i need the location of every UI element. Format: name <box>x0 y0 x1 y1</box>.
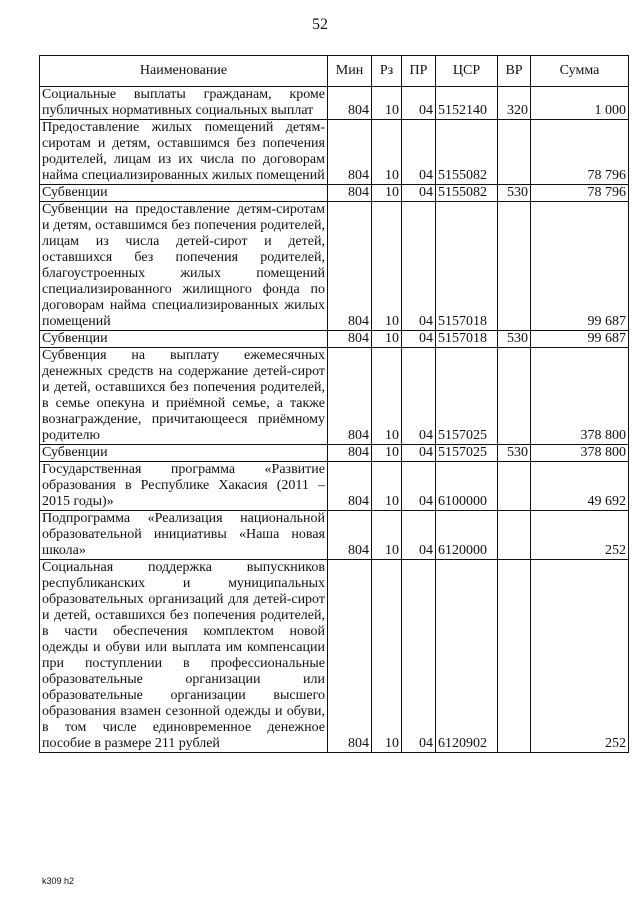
table-row <box>40 462 629 511</box>
row-csr: 5157025 <box>436 348 498 445</box>
row-csr: 6120000 <box>436 511 498 560</box>
row-min: 804 <box>328 87 372 120</box>
row-csr: 5155082 <box>436 120 498 185</box>
row-pr: 04 <box>402 560 436 753</box>
row-name: Субвенции <box>40 445 328 462</box>
table-row <box>40 560 629 753</box>
row-rz: 10 <box>372 348 402 445</box>
row-sum: 78 796 <box>531 120 629 185</box>
row-pr: 04 <box>402 185 436 202</box>
row-vr <box>498 120 531 185</box>
row-rz: 10 <box>372 185 402 202</box>
row-sum: 1 000 <box>531 87 629 120</box>
row-name: Субвенции <box>40 331 328 348</box>
row-min: 804 <box>328 331 372 348</box>
row-csr: 5157025 <box>436 445 498 462</box>
row-pr: 04 <box>402 87 436 120</box>
header-min: Мин <box>328 56 372 87</box>
row-sum: 252 <box>531 511 629 560</box>
row-name: Социальные выплаты гражданам, кроме публичных нормативных социальных выплат <box>40 87 328 120</box>
header-csr: ЦСР <box>436 56 498 87</box>
row-pr: 04 <box>402 202 436 331</box>
row-csr: 5152140 <box>436 87 498 120</box>
row-rz: 10 <box>372 511 402 560</box>
table-row <box>40 331 629 348</box>
table-row <box>40 87 629 120</box>
header-vr: ВР <box>498 56 531 87</box>
row-sum: 99 687 <box>531 202 629 331</box>
row-vr: 530 <box>498 445 531 462</box>
row-min: 804 <box>328 120 372 185</box>
row-sum: 378 800 <box>531 445 629 462</box>
row-csr: 6100000 <box>436 462 498 511</box>
table-row <box>40 120 629 185</box>
page-number: 52 <box>312 16 328 33</box>
row-name: Государственная программа «Развитие образования в Республике Хакасия (2011 – 2015 годы)» <box>40 462 328 511</box>
row-sum: 99 687 <box>531 331 629 348</box>
budget-table <box>39 55 629 753</box>
header-name: Наименование <box>40 56 328 87</box>
row-pr: 04 <box>402 120 436 185</box>
header-pr: ПР <box>402 56 436 87</box>
row-sum: 378 800 <box>531 348 629 445</box>
row-name: Социальная поддержка выпускников республиканских и муниципальных образовательных организаций для детей-сирот и детей, оставшихся без попечения родителей, в части обеспечения комплектом новой одежды и обуви или выплата им компенсации при поступлении в профессиональные образовательные организации или образовательные организации высшего образования взамен сезонной одежды и обуви, в том числе единовременное денежное пособие в размере 211 рублей <box>40 560 328 753</box>
row-min: 804 <box>328 560 372 753</box>
row-sum: 49 692 <box>531 462 629 511</box>
row-rz: 10 <box>372 120 402 185</box>
row-sum: 78 796 <box>531 185 629 202</box>
row-rz: 10 <box>372 331 402 348</box>
row-rz: 10 <box>372 462 402 511</box>
row-vr <box>498 560 531 753</box>
row-name: Субвенция на выплату ежемесячных денежных средств на содержание детей-сирот и детей, оставшихся без попечения родителей, в семье опекуна и приёмной семье, а также вознаграждение, причитающееся приёмному родителю <box>40 348 328 445</box>
table-row <box>40 445 629 462</box>
row-vr: 320 <box>498 87 531 120</box>
row-min: 804 <box>328 462 372 511</box>
row-vr: 530 <box>498 331 531 348</box>
header-rz: Рз <box>372 56 402 87</box>
row-pr: 04 <box>402 331 436 348</box>
row-vr <box>498 348 531 445</box>
row-min: 804 <box>328 511 372 560</box>
row-min: 804 <box>328 348 372 445</box>
row-vr <box>498 511 531 560</box>
row-name: Субвенции на предоставление детям-сиротам и детям, оставшимся без попечения родителей, лицам из числа детей-сирот и детей, оставшихся без попечения родителей, благоустроенных жилых помещений специализированного жилищного фонда по договорам найма специализированных жилых помещений <box>40 202 328 331</box>
row-name: Предоставление жилых помещений детям-сиротам и детям, оставшимся без попечения родителей, лицам из их числа по договорам найма специализированных жилых помещений <box>40 120 328 185</box>
row-vr: 530 <box>498 185 531 202</box>
row-rz: 10 <box>372 445 402 462</box>
row-vr <box>498 202 531 331</box>
table-row <box>40 511 629 560</box>
row-pr: 04 <box>402 511 436 560</box>
row-csr: 5157018 <box>436 202 498 331</box>
row-vr <box>498 462 531 511</box>
row-rz: 10 <box>372 202 402 331</box>
row-min: 804 <box>328 445 372 462</box>
table-row <box>40 185 629 202</box>
row-csr: 6120902 <box>436 560 498 753</box>
row-pr: 04 <box>402 445 436 462</box>
row-rz: 10 <box>372 87 402 120</box>
row-pr: 04 <box>402 348 436 445</box>
row-name: Субвенции <box>40 185 328 202</box>
table-row <box>40 348 629 445</box>
table-row <box>40 202 629 331</box>
footer-code: k309 h2 <box>42 876 75 886</box>
header-sum: Сумма <box>531 56 629 87</box>
row-min: 804 <box>328 202 372 331</box>
row-csr: 5155082 <box>436 185 498 202</box>
row-min: 804 <box>328 185 372 202</box>
row-pr: 04 <box>402 462 436 511</box>
row-rz: 10 <box>372 560 402 753</box>
row-name: Подпрограмма «Реализация национальной образовательной инициативы «Наша новая школа» <box>40 511 328 560</box>
header-row <box>40 56 629 87</box>
row-sum: 252 <box>531 560 629 753</box>
row-csr: 5157018 <box>436 331 498 348</box>
